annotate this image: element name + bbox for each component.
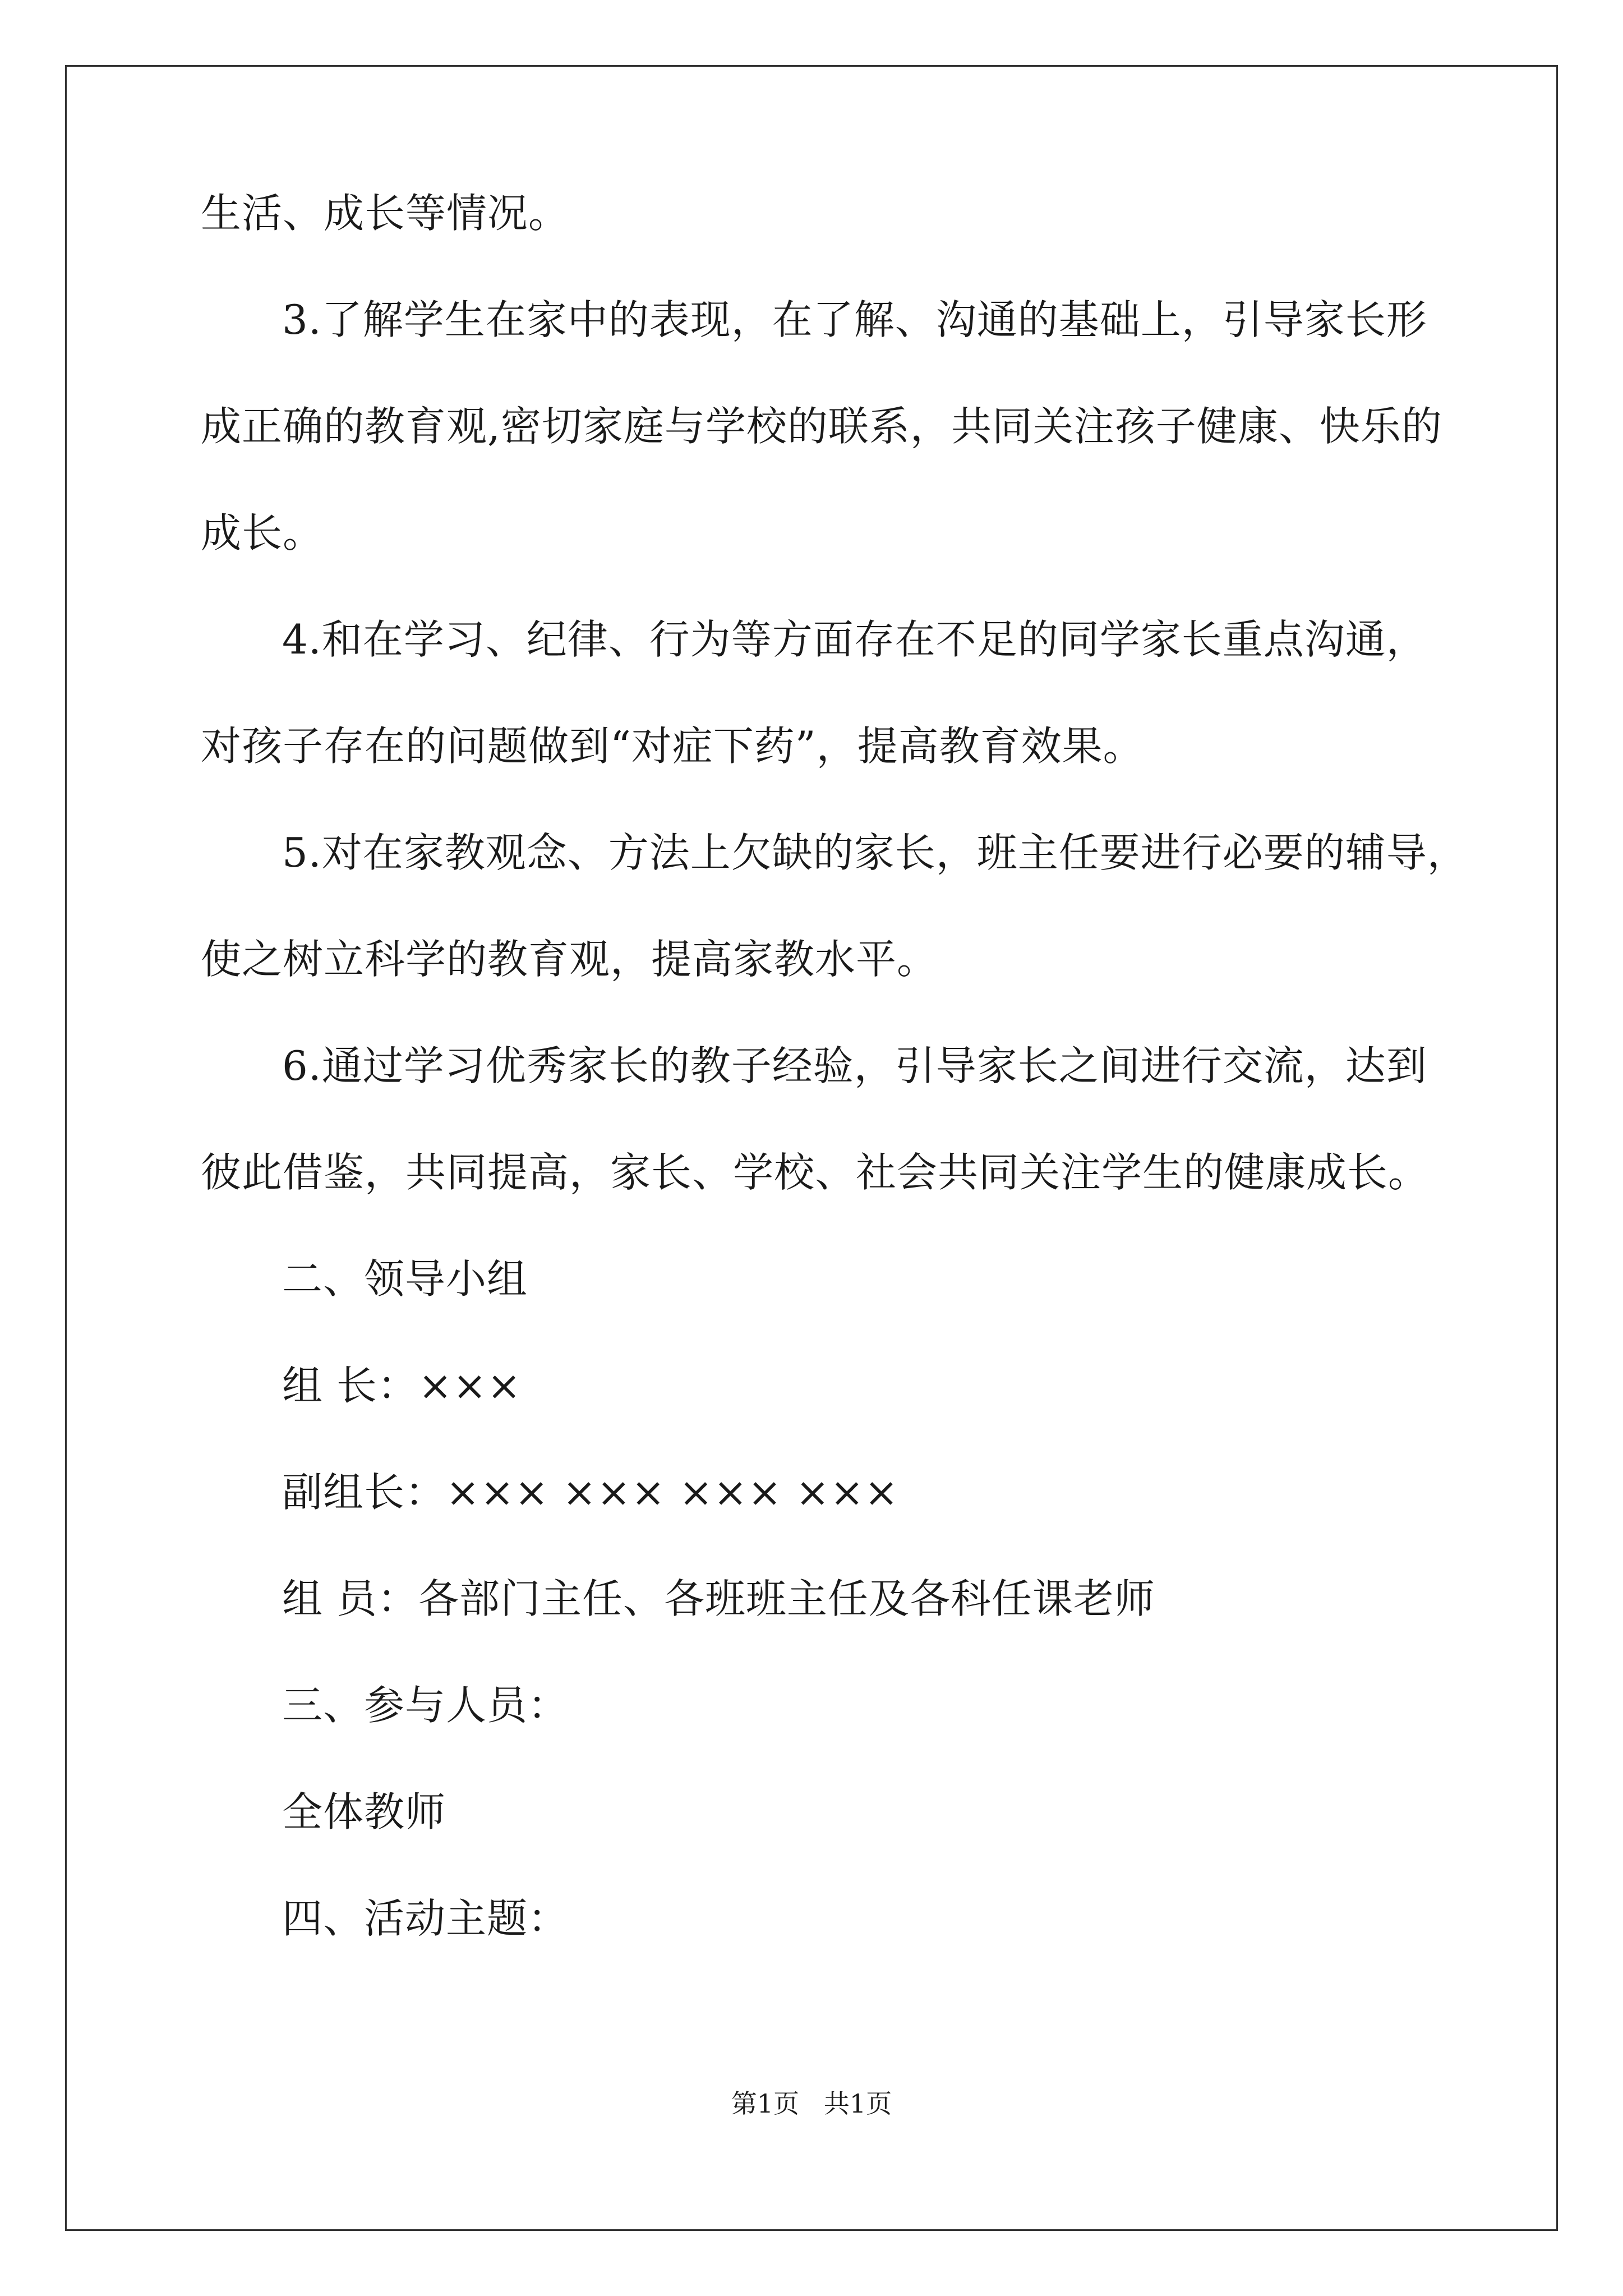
paragraph-line: 副组长：××× ××× ××× ×××	[282, 1469, 899, 1516]
paragraph-line: 3.了解学生在家中的表现，在了解、沟通的基础上，引导家长形	[282, 296, 1427, 343]
paragraph-line: 对孩子存在的问题做到“对症下药”，提高教育效果。	[201, 723, 1144, 770]
paragraph-line: 6.通过学习优秀家长的教子经验，引导家长之间进行交流，达到	[282, 1042, 1427, 1089]
paragraph-line: 5.对在家教观念、方法上欠缺的家长，班主任要进行必要的辅导，	[282, 829, 1468, 876]
section-heading: 二、领导小组	[282, 1255, 528, 1303]
paragraph-line: 成长。	[201, 509, 324, 556]
paragraph-line: 生活、成长等情况。	[201, 190, 570, 237]
paragraph-line: 全体教师	[282, 1788, 446, 1835]
paragraph-line: 4.和在学习、纪律、行为等方面存在不足的同学家长重点沟通，	[282, 616, 1427, 663]
paragraph-line: 使之树立科学的教育观，提高家教水平。	[201, 936, 938, 983]
paragraph-line: 组 员：各部门主任、各班班主任及各科任课老师	[282, 1575, 1155, 1622]
paragraph-line: 组 长：×××	[282, 1362, 522, 1409]
paragraph-line: 彼此借鉴，共同提高，家长、学校、社会共同关注学生的健康成长。	[201, 1149, 1430, 1196]
paragraph-line: 成正确的教育观,密切家庭与学校的联系，共同关注孩子健康、快乐的	[201, 403, 1442, 450]
page-footer: 第1页 共1页	[731, 2088, 892, 2119]
section-heading: 三、参与人员：	[282, 1682, 569, 1729]
section-heading: 四、活动主题：	[282, 1895, 569, 1942]
